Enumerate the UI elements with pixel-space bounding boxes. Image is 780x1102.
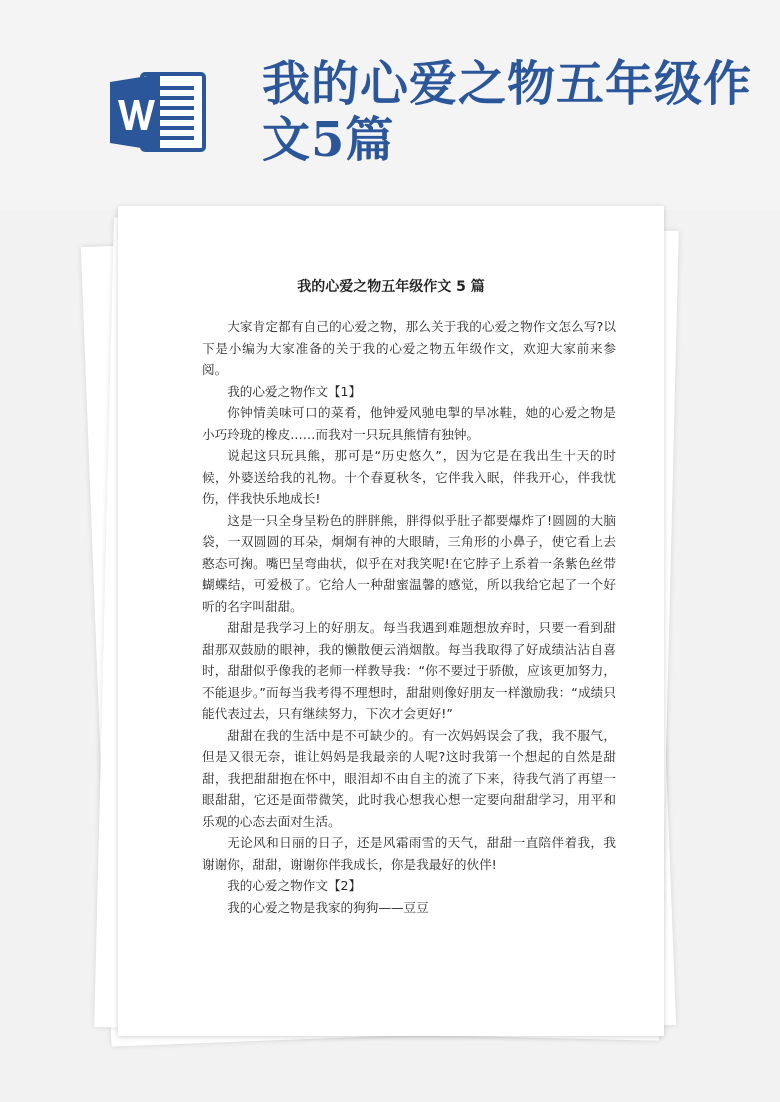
section-heading-1: 我的心爱之物作文【1】 bbox=[227, 383, 362, 399]
paragraph: 我的心爱之物是我家的狗狗——豆豆 bbox=[227, 899, 429, 915]
paragraph-intro: 大家肯定都有自己的心爱之物，那么关于我的心爱之物作文怎么写?以下是小编为大家准备的关于我的心爱之物五年级作文，欢迎大家前来参阅。 bbox=[202, 319, 616, 377]
paragraph: 你钟情美味可口的菜肴，他钟爱风驰电掣的旱冰鞋，她的心爱之物是小巧玲珑的橡皮……而我对一只玩具熊情有独钟。 bbox=[202, 405, 616, 442]
paragraph: 甜甜在我的生活中是不可缺少的。有一次妈妈误会了我，我不服气，但是又很无奈，谁让妈妈是我最亲的人呢?这时我第一个想起的自然是甜甜，我把甜甜抱在怀中，眼泪却不由自主的流了下来，待我气消了再望一眼甜甜，它还是面带微笑，此时我心想我心想一定要向甜甜学习，用平和乐观的心态去面对生活。 bbox=[202, 727, 616, 829]
paragraph: 甜甜是我学习上的好朋友。每当我遇到难题想放弃时，只要一看到甜甜那双鼓励的眼神，我的懒散便云消烟散。每当我取得了好成绩沾沾自喜时，甜甜似乎像我的老师一样教导我：“你不要过于骄傲，应该更加努力，不能退步。”而每当我考得不理想时，甜甜则像好朋友一样激励我：“成绩只能代表过去，只有继续努力，下次才会更好!” bbox=[202, 620, 616, 721]
hero-banner bbox=[0, 0, 780, 210]
document-title: 我的心爱之物五年级作文 5 篇 bbox=[297, 279, 485, 295]
document-page bbox=[118, 206, 664, 1036]
word-document-icon bbox=[108, 70, 208, 155]
document-body bbox=[202, 316, 616, 918]
section-heading-2: 我的心爱之物作文【2】 bbox=[227, 878, 362, 893]
paragraph: 无论风和日丽的日子，还是风霜雨雪的天气，甜甜一直陪伴着我，我谢谢你，甜甜，谢谢你伴我成长，你是我最好的伙伴! bbox=[202, 835, 616, 872]
paragraph: 说起这只玩具熊，那可是“历史悠久”，因为它是在我出生十天的时候，外婆送给我的礼物。十个春夏秋冬，它伴我入眠，伴我开心，伴我忧伤，伴我快乐地成长! bbox=[202, 448, 616, 506]
hero-title: 我的心爱之物五年级作文5篇 bbox=[262, 56, 753, 168]
paragraph: 这是一只全身呈粉色的胖胖熊，胖得似乎肚子都要爆炸了!圆圆的大脑袋，一双圆圆的耳朵，炯炯有神的大眼睛，三角形的小鼻子，使它看上去憨态可掬。嘴巴呈弯曲状，似乎在对我笑呢!在它脖子上系着一条紫色丝带蝴蝶结，可爱极了。它给人一种甜蜜温馨的感觉，所以我给它起了一个好听的名字叫甜甜。 bbox=[202, 512, 616, 614]
